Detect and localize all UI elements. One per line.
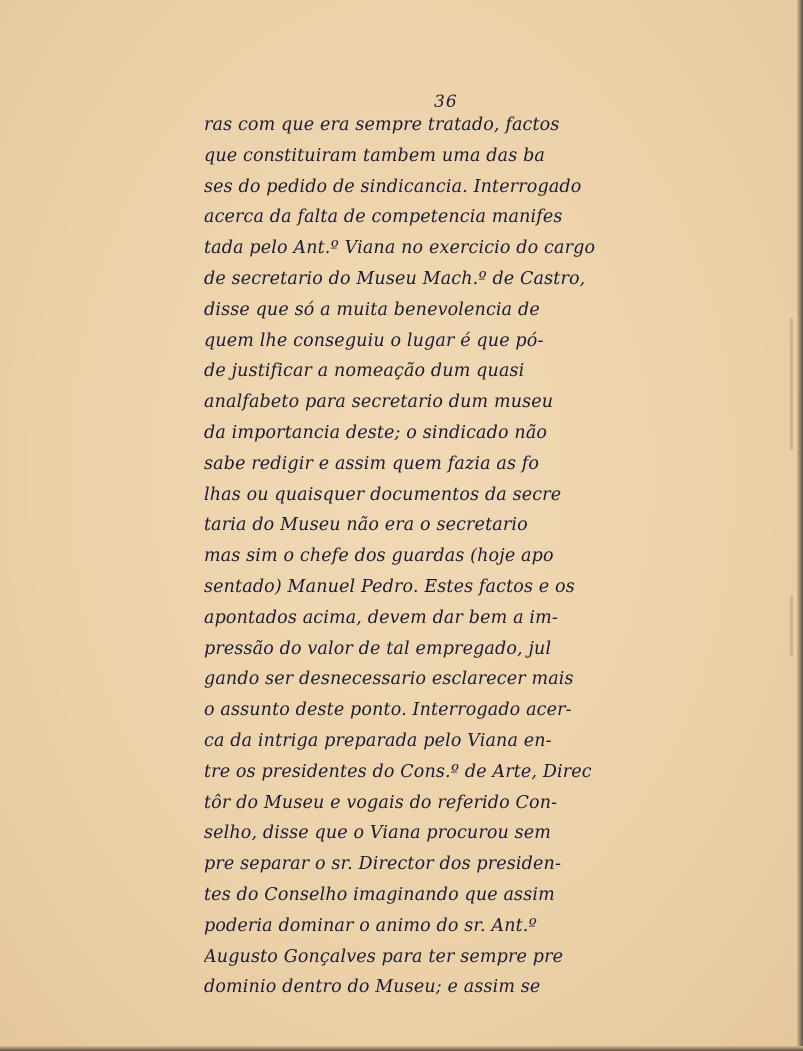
page-number: 36 <box>434 92 458 112</box>
paper-crease-mark <box>790 318 793 450</box>
text-line: o assunto deste ponto. Interrogado acer- <box>204 700 572 721</box>
text-line: quem lhe conseguiu o lugar é que pó- <box>204 330 544 351</box>
text-line: ras com que era sempre tratado, factos <box>204 115 560 135</box>
text-line: sabe redigir e assim quem fazia as fo <box>204 453 540 474</box>
text-line: Augusto Gonçalves para ter sempre pre <box>204 946 564 967</box>
text-line: tes do Conselho imaginando que assim <box>204 884 555 905</box>
text-line: tada pelo Ant.º Viana no exercicio do cargo <box>204 238 596 259</box>
page-edge-shadow-right <box>797 0 803 1051</box>
text-line: selho, disse que o Viana procurou sem <box>204 823 552 844</box>
handwritten-text-body <box>204 110 682 1003</box>
page-edge-shadow-bottom <box>0 1046 803 1051</box>
text-line: sentado) Manuel Pedro. Estes factos e os <box>204 576 575 597</box>
text-line: mas sim o chefe dos guardas (hoje apo <box>204 546 554 567</box>
text-line: acerca da falta de competencia manifes <box>204 207 563 228</box>
text-line: lhas ou quaisquer documentos da secre <box>204 484 562 505</box>
paper-crease-mark <box>790 596 793 656</box>
text-line: disse que só a muita benevolencia de <box>204 299 540 320</box>
text-line: apontados acima, devem dar bem a im- <box>204 607 558 628</box>
text-line: tôr do Museu e vogais do referido Con- <box>204 792 558 813</box>
text-line: ses do pedido de sindicancia. Interrogado <box>204 176 582 197</box>
text-line: poderia dominar o animo do sr. Ant.º <box>204 915 537 936</box>
text-line: de justificar a nomeação dum quasi <box>204 361 525 382</box>
text-line: que constituiram tambem uma das ba <box>204 145 546 166</box>
text-line: ca da intriga preparada pelo Viana en- <box>204 730 552 751</box>
text-line: pressão do valor de tal empregado, jul <box>204 638 552 659</box>
text-line: dominio dentro do Museu; e assim se <box>204 977 541 998</box>
text-line: analfabeto para secretario dum museu <box>204 392 554 413</box>
text-line: gando ser desnecessario esclarecer mais <box>204 669 574 690</box>
text-line: pre separar o sr. Director dos presiden- <box>204 854 562 875</box>
text-line: de secretario do Museu Mach.º de Castro, <box>204 268 586 289</box>
text-line: tre os presidentes do Cons.º de Arte, Direc <box>204 761 592 782</box>
text-line: da importancia deste; o sindicado não <box>204 422 548 443</box>
text-line: taria do Museu não era o secretario <box>204 515 528 536</box>
